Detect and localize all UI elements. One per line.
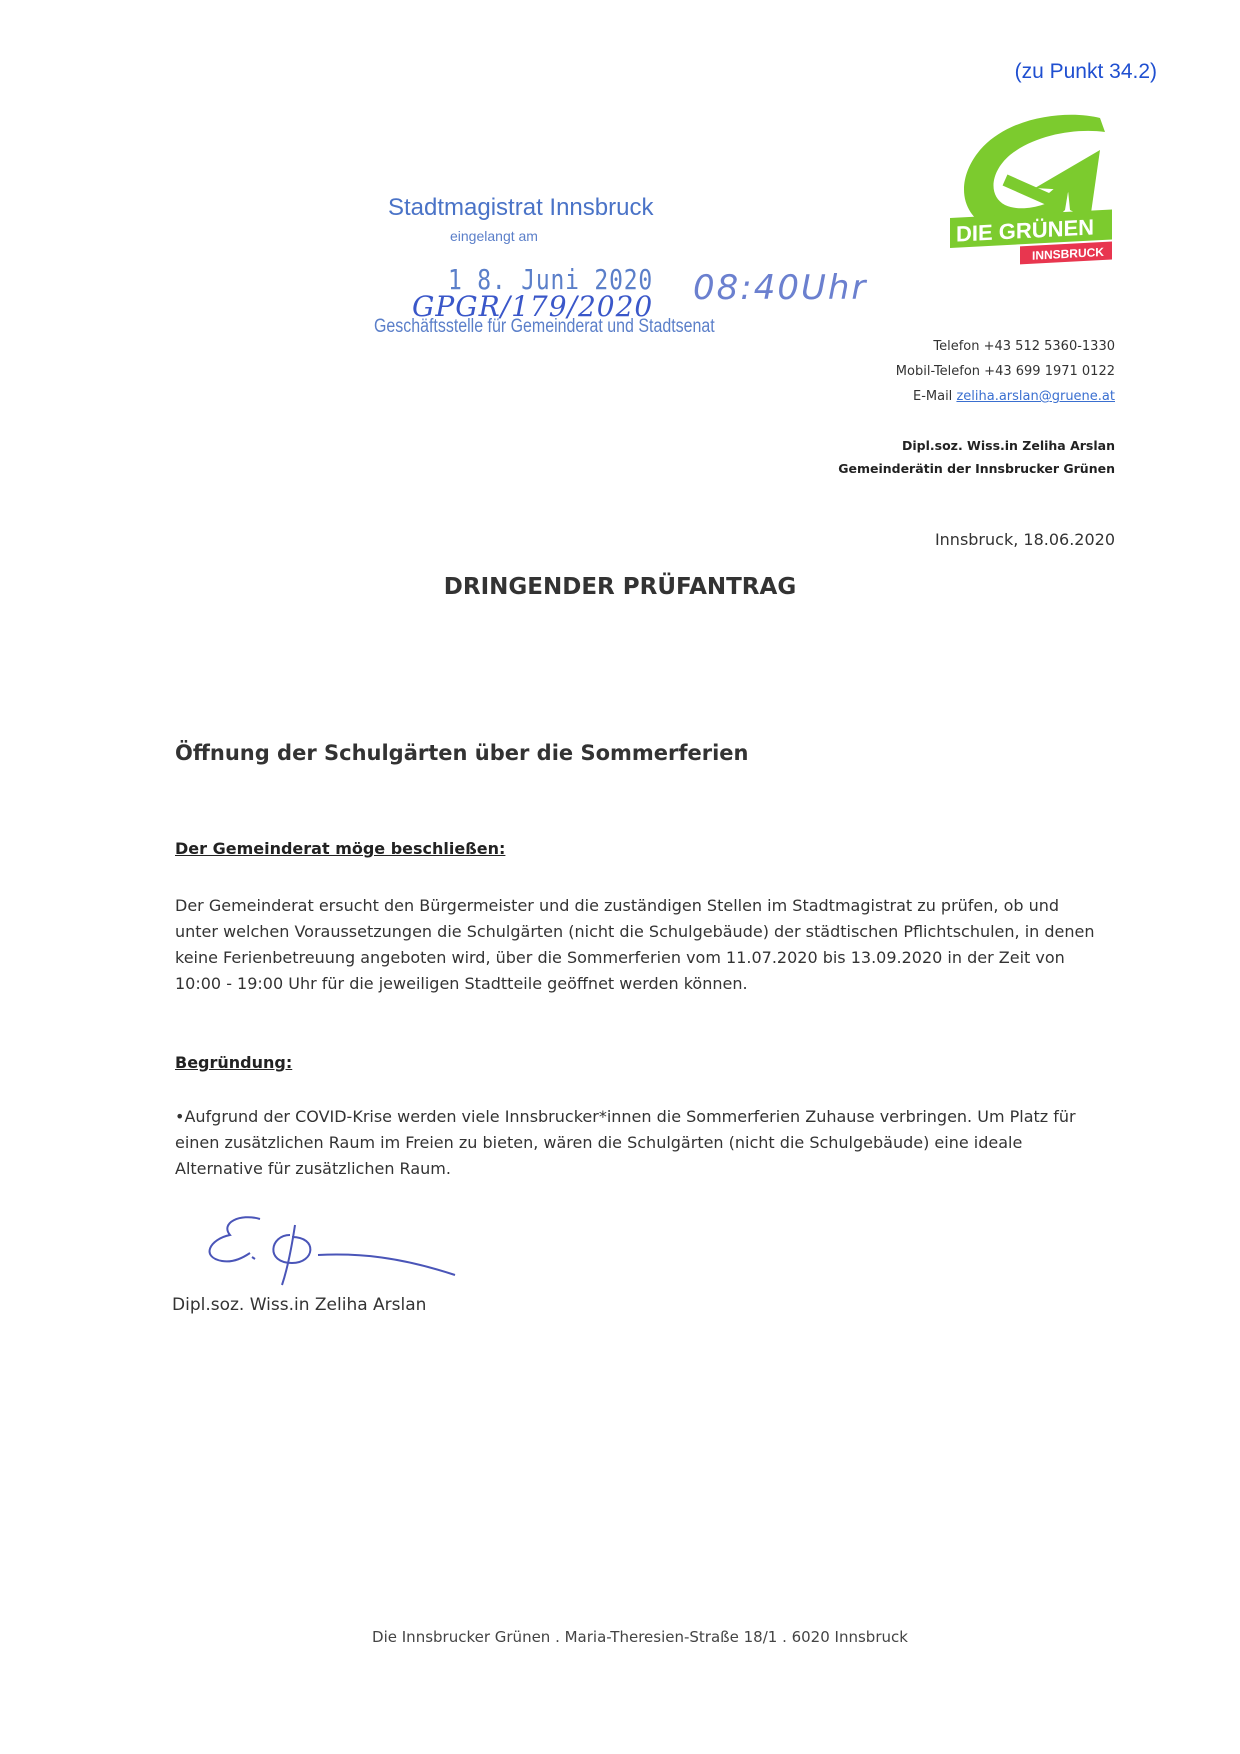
contact-phone: Telefon +43 512 5360-1330 (933, 339, 1115, 354)
stamp-received-label: eingelangt am (450, 228, 538, 244)
stamp-office: Geschäftsstelle für Gemeinderat und Stadtsenat (374, 316, 715, 337)
stamp-date: 1 8. Juni 2020 (448, 263, 654, 296)
contact-mobile: Mobil-Telefon +43 699 1971 0122 (895, 364, 1115, 379)
email-label: E-Mail (912, 389, 953, 404)
stamp-title: Stadtmagistrat Innsbruck (388, 194, 654, 221)
document-subject: Öffnung der Schulgärten über die Sommerferien (175, 741, 749, 765)
stamp-number: GPGR/179/2020 (412, 290, 654, 323)
author-role: Gemeinderätin der Innsbrucker Grünen (838, 461, 1115, 476)
document-title: DRINGENDER PRÜFANTRAG (443, 574, 797, 600)
handwritten-time: 08:40Uhr (693, 268, 868, 308)
resolve-heading: Der Gemeinderat möge beschließen: (175, 839, 506, 858)
agenda-reference: (zu Punkt 34.2) (1014, 60, 1157, 83)
contact-email (913, 389, 1115, 404)
reason-text: •Aufgrund der COVID-Krise werden viele Innsbrucker*innen die Sommerferien Zuhause verbringen. Um Platz für einen zusätzlichen Raum im Freien zu bieten, wären die Schulgärten (nicht die Schulgebäude) eine ideale Alternative für zusätzlichen Raum. (175, 1107, 1076, 1178)
footer-address: Die Innsbrucker Grünen . Maria-Theresien-Straße 18/1 . 6020 Innsbruck (372, 1628, 908, 1646)
signature-name: Dipl.soz. Wiss.in Zeliha Arslan (172, 1295, 427, 1315)
handwritten-signature (200, 1205, 460, 1300)
logo-city: INNSBRUCK (1032, 244, 1104, 263)
logo-name: DIE GRÜNEN (956, 214, 1095, 247)
resolve-text: Der Gemeinderat ersucht den Bürgermeister und die zuständigen Stellen im Stadtmagistrat zu prüfen, ob und unter welchen Voraussetzungen die Schulgärten (nicht die Schulgebäude) der städtischen Pflichtschulen, in denen keine Ferienbetreuung angeboten wird, über die Sommerferien vom 11.07.2020 bis 13.09.2020 in der Zeit von 10:00 - 19:00 Uhr für die jeweiligen Stadtteile geöffnet werden können. (175, 896, 1095, 993)
email-link[interactable]: zeliha.arslan@gruene.at (956, 389, 1115, 404)
place-date: Innsbruck, 18.06.2020 (934, 530, 1115, 549)
reason-heading: Begründung: (175, 1053, 293, 1072)
die-gruenen-logo (950, 110, 1125, 280)
author-name: Dipl.soz. Wiss.in Zeliha Arslan (902, 438, 1115, 453)
